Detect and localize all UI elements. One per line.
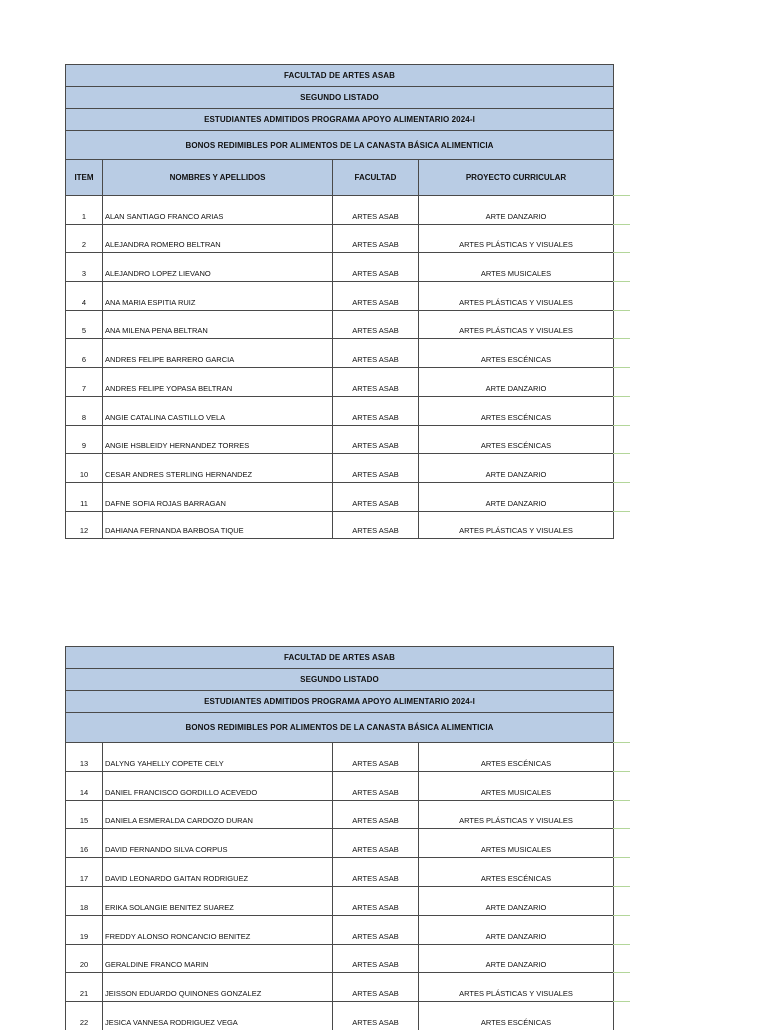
table-block-1 (65, 64, 614, 539)
faculty-cell: ARTES ASAB (333, 772, 419, 800)
faculty-cell: ARTES ASAB (333, 454, 419, 482)
name-cell: ANA MARIA ESPITIA RUIZ (103, 282, 333, 310)
project-cell: ARTE DANZARIO (485, 902, 547, 912)
faculty-title: FACULTAD DE ARTES ASAB (65, 646, 614, 668)
gridline (613, 281, 630, 282)
faculty-cell: ARTES ASAB (333, 282, 419, 310)
name-cell: JESICA VANNESA RODRIGUEZ VEGA (103, 1002, 333, 1030)
item-cell: 14 (66, 772, 103, 800)
project-cell: ARTES ESCÉNICAS (480, 758, 552, 768)
name-cell: ANDRES FELIPE BARRERO GARCIA (103, 339, 333, 367)
project-cell: ARTES ESCÉNICAS (480, 355, 552, 365)
table-row (65, 252, 614, 281)
gridline (613, 482, 630, 483)
table-row (65, 338, 614, 367)
table-row (65, 367, 614, 396)
program-title: ESTUDIANTES ADMITIDOS PROGRAMA APOYO ALIMENTARIO 2024-I (65, 690, 614, 712)
faculty-cell: ARTES ASAB (333, 945, 419, 973)
table-block-2 (65, 646, 614, 1030)
item-cell: 5 (66, 311, 103, 339)
name-cell: ANGIE HSBLEIDY HERNANDEZ TORRES (103, 426, 333, 454)
item-cell: 16 (66, 829, 103, 857)
item-cell: 15 (66, 801, 103, 829)
project-cell: ARTES ESCÉNICAS (480, 1017, 552, 1027)
name-cell: DANIELA ESMERALDA CARDOZO DURAN (103, 801, 333, 829)
bonus-title: BONOS REDIMIBLES POR ALIMENTOS DE LA CANASTA BÁSICA ALIMENTICIA (65, 130, 614, 159)
name-cell: ANA MILENA PENA BELTRAN (103, 311, 333, 339)
item-cell: 21 (66, 973, 103, 1001)
gridline (613, 425, 630, 426)
bonus-title: BONOS REDIMIBLES POR ALIMENTOS DE LA CANASTA BÁSICA ALIMENTICIA (65, 712, 614, 742)
gridline (613, 367, 630, 368)
table-row (65, 972, 614, 1001)
table-row (65, 915, 614, 944)
gridline (613, 511, 630, 512)
name-cell: DALYNG YAHELLY COPETE CELY (103, 743, 333, 771)
column-header-name: NOMBRES Y APELLIDOS (103, 160, 333, 195)
item-cell: 22 (66, 1002, 103, 1030)
table-row (65, 482, 614, 511)
faculty-cell: ARTES ASAB (333, 368, 419, 396)
table-row (65, 425, 614, 454)
faculty-cell: ARTES ASAB (333, 512, 419, 539)
project-cell: ARTE DANZARIO (485, 931, 547, 941)
table-row (65, 944, 614, 973)
project-cell: ARTE DANZARIO (485, 383, 547, 393)
name-cell: DANIEL FRANCISCO GORDILLO ACEVEDO (103, 772, 333, 800)
item-cell: 9 (66, 426, 103, 454)
name-cell: ANGIE CATALINA CASTILLO VELA (103, 397, 333, 425)
table-row (65, 828, 614, 857)
table-row (65, 453, 614, 482)
gridline (613, 224, 630, 225)
faculty-cell: ARTES ASAB (333, 253, 419, 281)
gridline (613, 252, 630, 253)
item-cell: 12 (66, 512, 103, 539)
program-title: ESTUDIANTES ADMITIDOS PROGRAMA APOYO ALIMENTARIO 2024-I (65, 108, 614, 130)
project-cell: ARTES PLÁSTICAS Y VISUALES (459, 326, 573, 336)
project-cell: ARTES MUSICALES (480, 269, 552, 279)
project-cell: ARTE DANZARIO (485, 498, 547, 508)
table-row (65, 281, 614, 310)
name-cell: ERIKA SOLANGIE BENITEZ SUAREZ (103, 887, 333, 915)
project-cell: ARTES PLÁSTICAS Y VISUALES (459, 240, 573, 250)
gridline (613, 396, 630, 397)
name-cell: CESAR ANDRES STERLING HERNANDEZ (103, 454, 333, 482)
name-cell: ALEJANDRA ROMERO BELTRAN (103, 225, 333, 253)
project-cell: ARTE DANZARIO (485, 211, 547, 221)
name-cell: DAVID FERNANDO SILVA CORPUS (103, 829, 333, 857)
gridline (613, 972, 630, 973)
faculty-cell: ARTES ASAB (333, 483, 419, 511)
gridline (613, 453, 630, 454)
project-cell: ARTES PLÁSTICAS Y VISUALES (459, 297, 573, 307)
item-cell: 13 (66, 743, 103, 771)
item-cell: 10 (66, 454, 103, 482)
item-cell: 20 (66, 945, 103, 973)
gridline (613, 944, 630, 945)
name-cell: DAFNE SOFIA ROJAS BARRAGAN (103, 483, 333, 511)
list-title: SEGUNDO LISTADO (65, 668, 614, 690)
column-header-project: PROYECTO CURRICULAR (465, 173, 567, 182)
faculty-cell: ARTES ASAB (333, 397, 419, 425)
project-cell: ARTES ESCÉNICAS (480, 412, 552, 422)
table-row (65, 742, 614, 771)
gridline (613, 800, 630, 801)
faculty-cell: ARTES ASAB (333, 858, 419, 886)
name-cell: ANDRES FELIPE YOPASA BELTRAN (103, 368, 333, 396)
name-cell: ALAN SANTIAGO FRANCO ARIAS (103, 196, 333, 224)
faculty-cell: ARTES ASAB (333, 916, 419, 944)
table-row (65, 1001, 614, 1030)
faculty-cell: ARTES ASAB (333, 829, 419, 857)
table-row (65, 800, 614, 829)
item-cell: 8 (66, 397, 103, 425)
table-row (65, 396, 614, 425)
faculty-cell: ARTES ASAB (333, 339, 419, 367)
column-header-faculty: FACULTAD (333, 160, 419, 195)
project-cell: ARTE DANZARIO (485, 469, 547, 479)
gridline (613, 338, 630, 339)
item-cell: 6 (66, 339, 103, 367)
name-cell: ALEJANDRO LOPEZ LIEVANO (103, 253, 333, 281)
gridline (613, 857, 630, 858)
gridline (613, 828, 630, 829)
faculty-cell: ARTES ASAB (333, 973, 419, 1001)
project-cell: ARTES MUSICALES (480, 845, 552, 855)
project-cell: ARTES ESCÉNICAS (480, 873, 552, 883)
project-cell: ARTES PLÁSTICAS Y VISUALES (459, 816, 573, 826)
name-cell: DAHIANA FERNANDA BARBOSA TIQUE (103, 512, 333, 539)
table-row (65, 310, 614, 339)
project-cell: ARTES PLÁSTICAS Y VISUALES (459, 989, 573, 999)
item-cell: 11 (66, 483, 103, 511)
project-cell: ARTES MUSICALES (480, 787, 552, 797)
column-header-row (65, 159, 614, 195)
faculty-cell: ARTES ASAB (333, 887, 419, 915)
faculty-cell: ARTES ASAB (333, 225, 419, 253)
faculty-title: FACULTAD DE ARTES ASAB (65, 64, 614, 86)
item-cell: 19 (66, 916, 103, 944)
item-cell: 7 (66, 368, 103, 396)
table-body-2 (65, 742, 614, 1030)
table-row (65, 886, 614, 915)
table-body-1 (65, 195, 614, 539)
table-row (65, 771, 614, 800)
item-cell: 4 (66, 282, 103, 310)
item-cell: 2 (66, 225, 103, 253)
gridline (613, 742, 630, 743)
table-row (65, 195, 614, 224)
faculty-cell: ARTES ASAB (333, 801, 419, 829)
gridline (613, 771, 630, 772)
gridline (613, 195, 630, 196)
faculty-cell: ARTES ASAB (333, 1002, 419, 1030)
name-cell: DAVID LEONARDO GAITAN RODRIGUEZ (103, 858, 333, 886)
project-cell: ARTES PLÁSTICAS Y VISUALES (459, 526, 573, 536)
project-cell: ARTES ESCÉNICAS (480, 441, 552, 451)
project-cell: ARTE DANZARIO (485, 960, 547, 970)
column-header-item: ITEM (66, 160, 103, 195)
item-cell: 3 (66, 253, 103, 281)
table-row (65, 224, 614, 253)
faculty-cell: ARTES ASAB (333, 743, 419, 771)
table-row (65, 511, 614, 540)
item-cell: 1 (66, 196, 103, 224)
faculty-cell: ARTES ASAB (333, 311, 419, 339)
table-row (65, 857, 614, 886)
gridline (613, 886, 630, 887)
name-cell: FREDDY ALONSO RONCANCIO BENITEZ (103, 916, 333, 944)
name-cell: JEISSON EDUARDO QUINONES GONZALEZ (103, 973, 333, 1001)
faculty-cell: ARTES ASAB (333, 196, 419, 224)
gridline (613, 915, 630, 916)
gridline (613, 310, 630, 311)
item-cell: 17 (66, 858, 103, 886)
name-cell: GERALDINE FRANCO MARIN (103, 945, 333, 973)
item-cell: 18 (66, 887, 103, 915)
list-title: SEGUNDO LISTADO (65, 86, 614, 108)
faculty-cell: ARTES ASAB (333, 426, 419, 454)
gridline (613, 1001, 630, 1002)
